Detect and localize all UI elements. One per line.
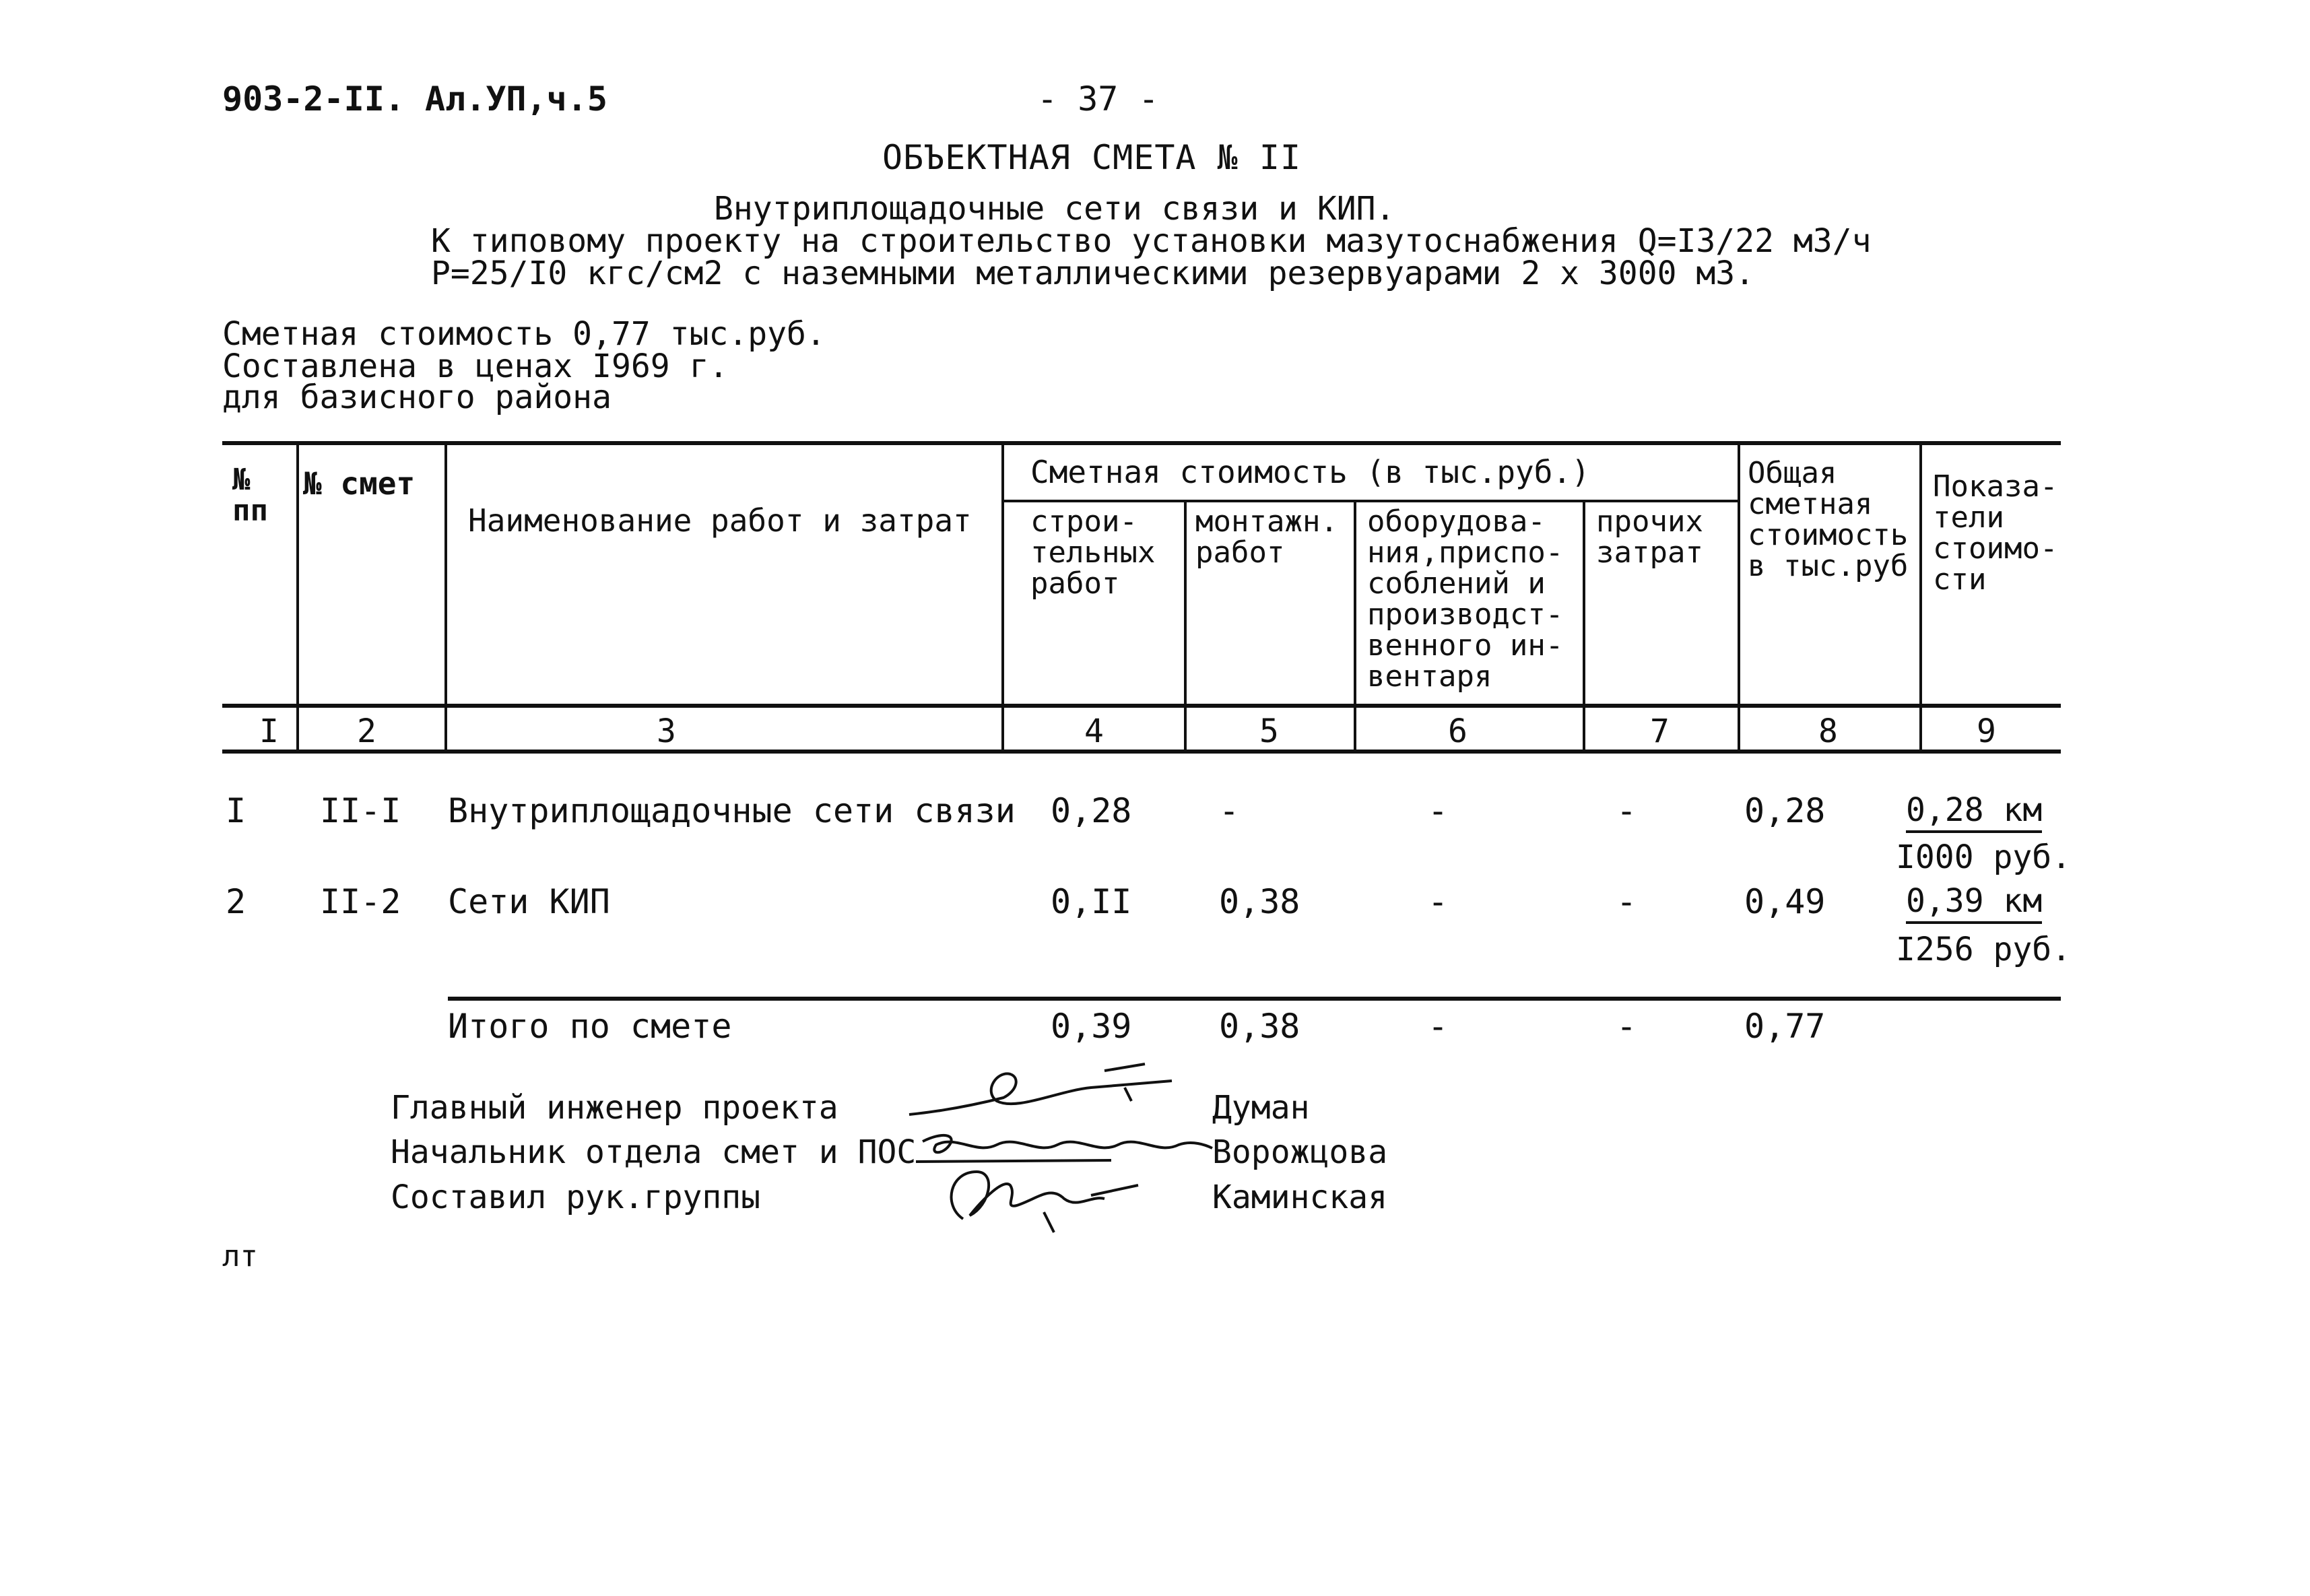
header-group-cost: Сметная стоимость (в тыс.руб.) [1030,454,1590,490]
col-divider-1 [296,441,299,752]
column-number: 6 [1448,712,1467,750]
col-divider-7 [1738,441,1740,752]
row-construction: 0,28 [1051,791,1132,830]
row-indicator-bottom: I000 руб. [1896,838,2072,876]
col-divider-5 [1354,502,1356,752]
handwritten-signature-3 [936,1158,1152,1239]
row-name: Сети КИП [448,882,610,921]
row-indicator-bottom: I256 руб. [1896,931,2072,968]
footer-mark: лт [222,1239,258,1273]
signature-name: Каминская [1212,1178,1388,1216]
row-equipment: - [1428,882,1449,921]
column-number: I [259,712,279,750]
row-indicator-top: 0,28 км [1906,791,2042,833]
estimated-cost: Сметная стоимость 0,77 тыс.руб. [222,315,826,353]
col-divider-2 [444,441,447,752]
column-number: 7 [1650,712,1670,750]
row-num: 2 [226,882,246,921]
page-number: - 37 - [1037,79,1159,119]
signature-name: Ворожцова [1212,1133,1388,1171]
col-divider-4 [1184,502,1187,752]
row-other: - [1616,882,1637,921]
signature-role: Составил рук.группы [391,1178,761,1216]
column-number: 2 [357,712,376,750]
subtitle-line-2: К типовому проекту на строительство установки мазутоснабжения Q=I3/22 м3/ч [431,222,1872,260]
header-smeta: № смет [303,465,416,502]
header-name: Наименование работ и затрат [468,502,972,539]
header-other: прочих затрат [1596,504,1703,570]
total-other: - [1616,1007,1637,1046]
row-num: I [226,791,246,830]
row-indicator-top: 0,39 км [1906,882,2042,924]
signature-role: Главный инженер проекта [391,1089,838,1127]
header-num: № пп [232,463,268,528]
column-numbers-rule [222,750,2061,754]
group-header-rule [1003,500,1738,502]
col-divider-3 [1001,441,1004,752]
header-installation: монтажн. работ [1195,504,1338,570]
document-code: 903-2-II. Ал.УП,ч.5 [222,79,607,119]
row-other: - [1616,791,1637,830]
table-top-rule [222,441,2061,445]
column-number: 4 [1084,712,1104,750]
row-total: 0,49 [1744,882,1826,921]
row-installation: 0,38 [1219,882,1300,921]
column-number: 3 [657,712,676,750]
header-bottom-rule [222,704,2061,708]
total-installation: 0,38 [1219,1007,1300,1046]
price-year: Составлена в ценах I969 г. [222,347,729,385]
signature-name: Думан [1212,1089,1310,1127]
header-indicators: Показа- тели стоимо- сти [1933,469,2058,597]
subtitle-line-1: Внутриплощадочные сети связи и КИП. [714,190,1395,228]
column-number: 5 [1259,712,1279,750]
total-sum: 0,77 [1744,1007,1826,1046]
header-construction: строи- тельных работ [1030,504,1156,601]
total-construction: 0,39 [1051,1007,1132,1046]
header-equipment: оборудова- ния,приспо- соблений и производст- венного ин- вентаря [1367,504,1564,694]
row-construction: 0,II [1051,882,1132,921]
row-smeta: II-2 [320,882,401,921]
row-name: Внутриплощадочные сети связи [448,791,1016,830]
row-total: 0,28 [1744,791,1826,830]
signature-role: Начальник отдела смет и ПОС [391,1133,917,1171]
column-number: 8 [1818,712,1838,750]
document-title: ОБЪЕКТНАЯ СМЕТА № II [882,138,1302,177]
total-equipment: - [1428,1007,1449,1046]
col-divider-8 [1919,441,1922,752]
row-smeta: II-I [320,791,401,830]
subtitle-line-3: P=25/I0 кгс/см2 с наземными металлическими резервуарами 2 х 3000 м3. [431,255,1755,292]
base-region: для базисного района [222,378,612,416]
total-label: Итого по смете [448,1007,732,1046]
row-equipment: - [1428,791,1449,830]
header-total-cost: Общая сметная стоимость в тыс.руб [1748,456,1909,583]
col-divider-6 [1583,502,1585,752]
total-rule [448,997,2061,1001]
row-installation: - [1219,791,1240,830]
column-number: 9 [1977,712,1996,750]
